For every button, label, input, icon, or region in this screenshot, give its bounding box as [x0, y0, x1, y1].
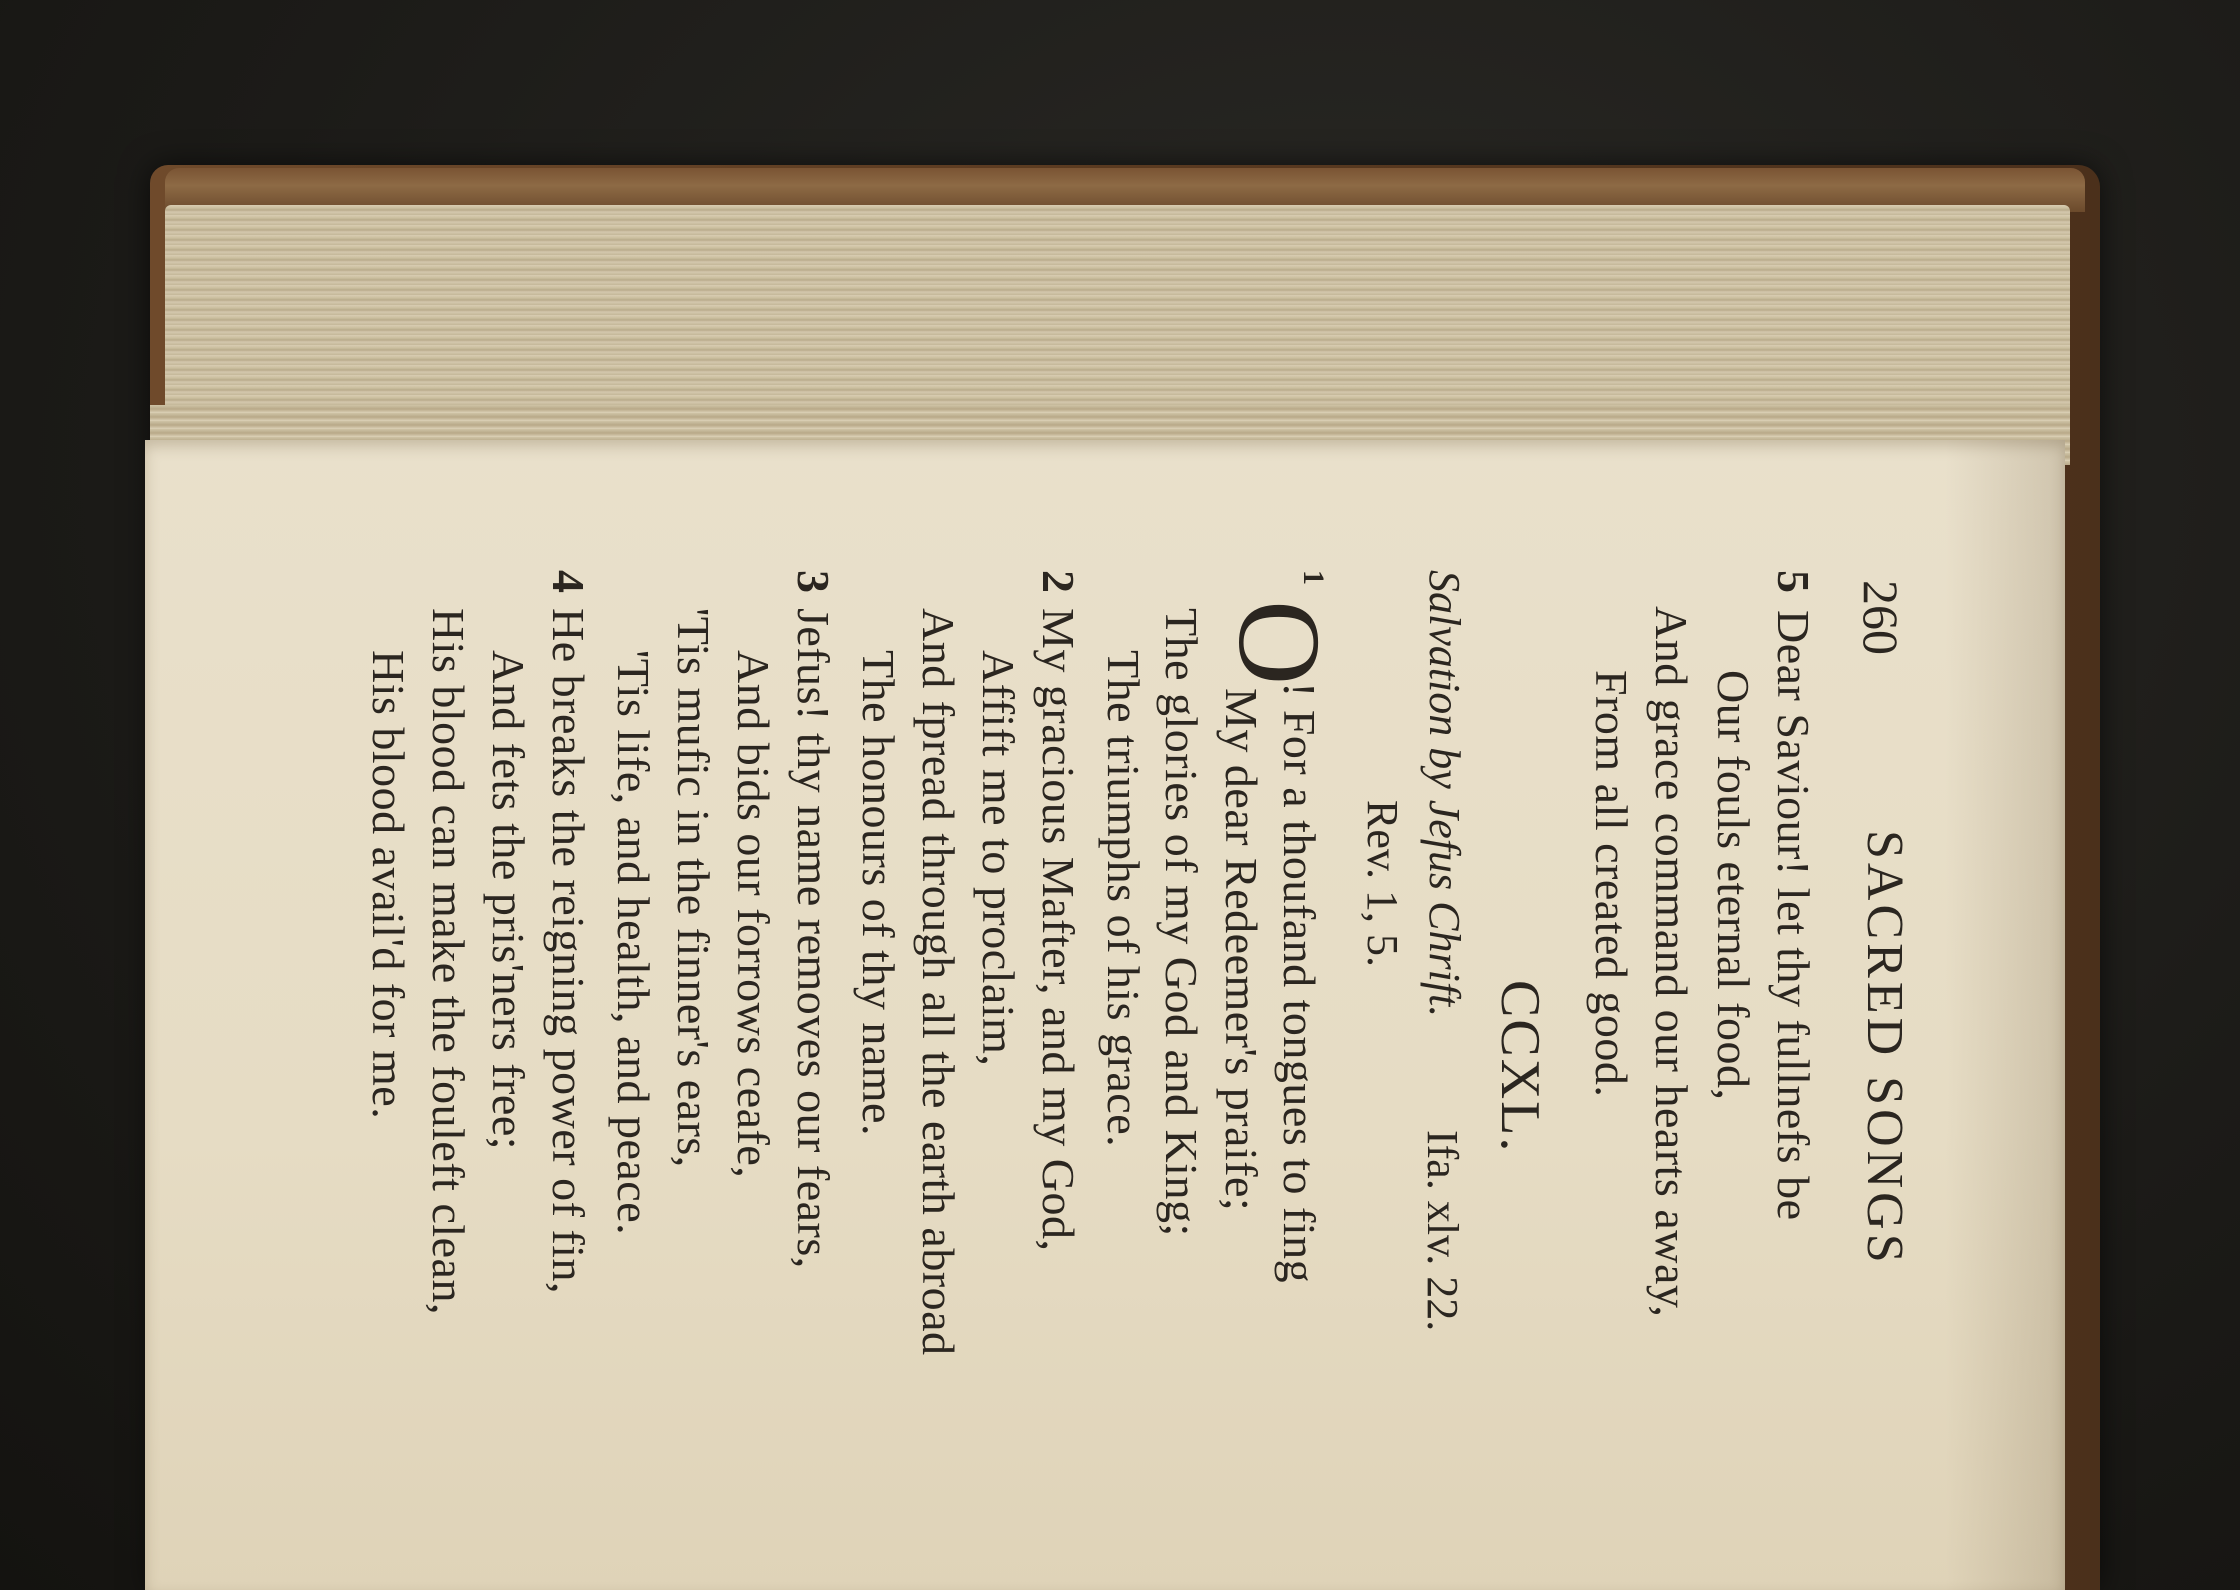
verse-line: My dear Redeemer's praife;	[1216, 688, 1267, 1212]
verse-line: 'Tis life, and health, and peace.	[608, 650, 659, 1236]
hymn-number: CCXL.	[1489, 980, 1551, 1154]
verse-number: 2	[1033, 570, 1084, 593]
drop-cap: O	[1214, 600, 1345, 686]
verse-line: The glories of my God and King;	[1156, 608, 1207, 1237]
verse-line: And fets the pris'ners free;	[483, 650, 534, 1151]
verse-line: Our fouls eternal food,	[1708, 670, 1759, 1101]
verse-line: He breaks the reigning power of fin,	[543, 608, 594, 1295]
verse-line: The honours of thy name.	[853, 650, 904, 1136]
verse-line: And bids our forrows ceafe,	[728, 650, 779, 1179]
verse-line: ! For a thoufand tongues to fing	[1274, 682, 1325, 1284]
scripture-reference: Rev. 1, 5.	[1358, 800, 1407, 968]
verse-line: From all created good.	[1586, 670, 1637, 1098]
page-text	[290, 570, 1930, 1570]
verse-line: Jefus! thy name removes our fears,	[788, 608, 839, 1269]
running-head: SACRED SONGS	[1856, 830, 1913, 1267]
verse-number: 4	[543, 570, 594, 593]
scripture-reference: Ifa. xlv. 22.	[1418, 1130, 1467, 1332]
page-number: 260	[1853, 580, 1909, 655]
hymn-subtitle: Salvation by Jefus Chrift.	[1420, 570, 1469, 1018]
verse-number: 1	[1297, 570, 1330, 585]
verse-line: And grace command our hearts away,	[1646, 606, 1697, 1318]
verse-number: 5	[1768, 570, 1819, 593]
verse-line: The triumphs of his grace.	[1098, 650, 1149, 1148]
verse-line: Affift me to proclaim,	[973, 650, 1024, 1067]
verse-number: 3	[788, 570, 839, 593]
verse-line: His blood avail'd for me.	[363, 650, 414, 1120]
page-gutter-shadow	[1945, 440, 2065, 1590]
verse-line: And fpread through all the earth abroad	[913, 608, 964, 1356]
verse-line: 'Tis mufic in the finner's ears,	[668, 608, 719, 1168]
verse-line: My gracious Mafter, and my God,	[1033, 608, 1084, 1252]
verse-line: His blood can make the fouleft clean,	[423, 608, 474, 1315]
verse-line: Dear Saviour! let thy fullnefs be	[1768, 610, 1819, 1221]
